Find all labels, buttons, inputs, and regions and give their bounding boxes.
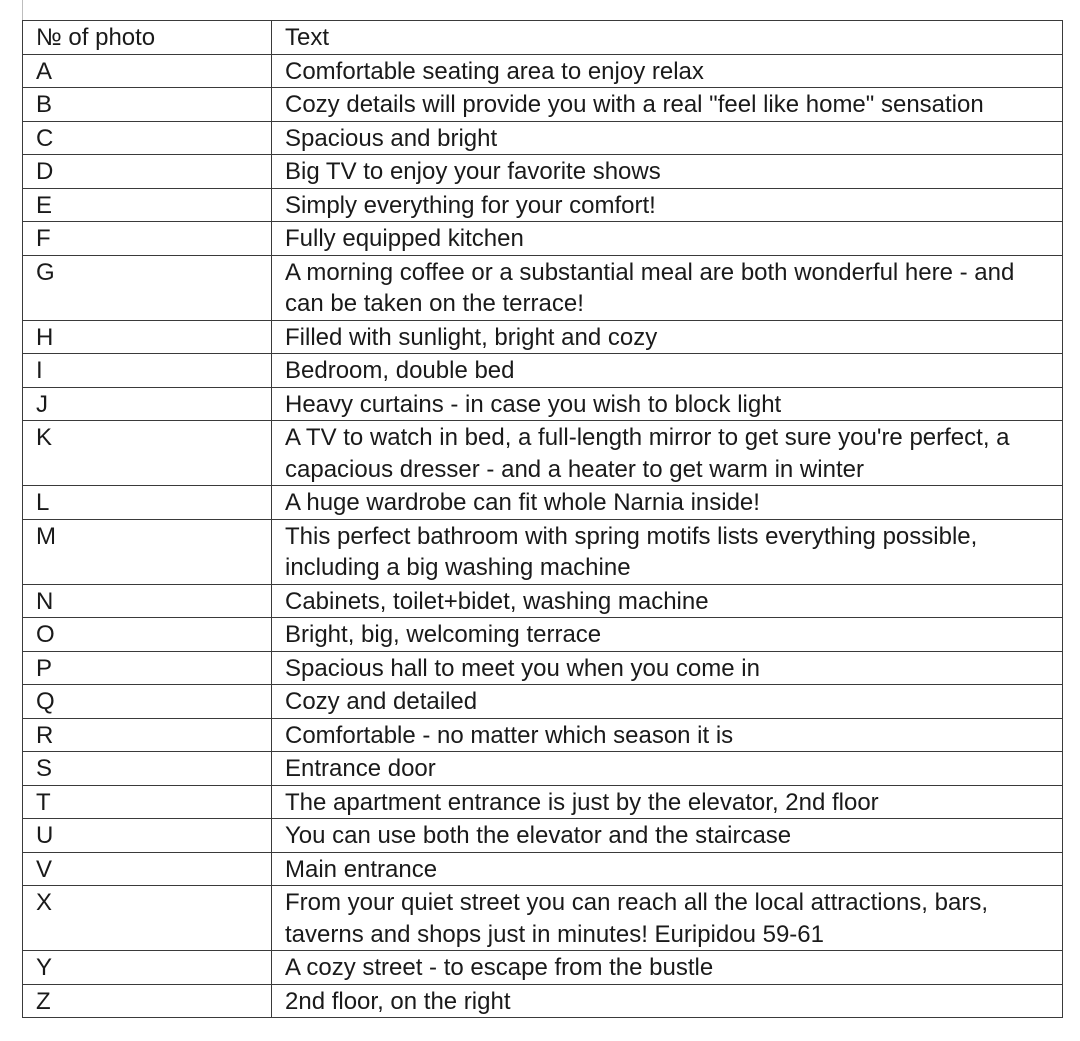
- photo-letter: X: [23, 886, 272, 951]
- photo-letter: Y: [23, 951, 272, 985]
- photo-letter: M: [23, 519, 272, 584]
- table-row: [23, 718, 1063, 752]
- photo-caption: A morning coffee or a substantial meal are both wonderful here - and can be taken on the terrace!: [272, 255, 1063, 320]
- table-row: [23, 255, 1063, 320]
- photo-letter: E: [23, 188, 272, 222]
- table-row: [23, 188, 1063, 222]
- table-row: [23, 852, 1063, 886]
- photo-caption: Bright, big, welcoming terrace: [272, 618, 1063, 652]
- table-row: [23, 752, 1063, 786]
- photo-caption: From your quiet street you can reach all the local attractions, bars, taverns and shops just in minutes! Euripidou 59-61: [272, 886, 1063, 951]
- photo-letter: Z: [23, 984, 272, 1018]
- table-row: [23, 320, 1063, 354]
- table-row: [23, 222, 1063, 256]
- photo-caption: Simply everything for your comfort!: [272, 188, 1063, 222]
- photo-letter: C: [23, 121, 272, 155]
- photo-caption: Cabinets, toilet+bidet, washing machine: [272, 584, 1063, 618]
- photo-caption: Cozy and detailed: [272, 685, 1063, 719]
- photo-letter: I: [23, 354, 272, 388]
- photo-letter: U: [23, 819, 272, 853]
- table-row: [23, 387, 1063, 421]
- photo-letter: A: [23, 54, 272, 88]
- photo-letter: K: [23, 421, 272, 486]
- photo-letter: O: [23, 618, 272, 652]
- photo-caption: Heavy curtains - in case you wish to block light: [272, 387, 1063, 421]
- table-row: [23, 685, 1063, 719]
- photo-letter: T: [23, 785, 272, 819]
- table-row: [23, 121, 1063, 155]
- photo-caption: Big TV to enjoy your favorite shows: [272, 155, 1063, 189]
- table-row: [23, 886, 1063, 951]
- photo-caption: This perfect bathroom with spring motifs lists everything possible, including a big washing machine: [272, 519, 1063, 584]
- photo-caption: Spacious hall to meet you when you come in: [272, 651, 1063, 685]
- photo-letter: R: [23, 718, 272, 752]
- photo-caption: 2nd floor, on the right: [272, 984, 1063, 1018]
- photo-captions-table: [22, 20, 1063, 1018]
- table-row: [23, 354, 1063, 388]
- photo-letter: V: [23, 852, 272, 886]
- page-corner-mark: [22, 0, 43, 21]
- header-photo-number: № of photo: [23, 21, 272, 55]
- photo-caption: Spacious and bright: [272, 121, 1063, 155]
- photo-caption: The apartment entrance is just by the elevator, 2nd floor: [272, 785, 1063, 819]
- photo-caption: Main entrance: [272, 852, 1063, 886]
- table-row: [23, 54, 1063, 88]
- table-row: [23, 984, 1063, 1018]
- photo-caption: Comfortable seating area to enjoy relax: [272, 54, 1063, 88]
- photo-letter: D: [23, 155, 272, 189]
- table-header-row: [23, 21, 1063, 55]
- photo-letter: B: [23, 88, 272, 122]
- photo-caption: A cozy street - to escape from the bustle: [272, 951, 1063, 985]
- photo-letter: N: [23, 584, 272, 618]
- photo-caption: Fully equipped kitchen: [272, 222, 1063, 256]
- photo-letter: P: [23, 651, 272, 685]
- photo-caption: Bedroom, double bed: [272, 354, 1063, 388]
- photo-caption: Cozy details will provide you with a real "feel like home" sensation: [272, 88, 1063, 122]
- photo-caption: Comfortable - no matter which season it is: [272, 718, 1063, 752]
- photo-caption: Entrance door: [272, 752, 1063, 786]
- table-row: [23, 88, 1063, 122]
- table-row: [23, 651, 1063, 685]
- photo-letter: F: [23, 222, 272, 256]
- photo-caption: Filled with sunlight, bright and cozy: [272, 320, 1063, 354]
- photo-letter: S: [23, 752, 272, 786]
- photo-letter: G: [23, 255, 272, 320]
- photo-letter: Q: [23, 685, 272, 719]
- table-row: [23, 421, 1063, 486]
- photo-caption: A TV to watch in bed, a full-length mirror to get sure you're perfect, a capacious dresser - and a heater to get warm in winter: [272, 421, 1063, 486]
- photo-letter: L: [23, 486, 272, 520]
- photo-letter: J: [23, 387, 272, 421]
- header-text: Text: [272, 21, 1063, 55]
- table-row: [23, 819, 1063, 853]
- photo-letter: H: [23, 320, 272, 354]
- table-row: [23, 951, 1063, 985]
- table-row: [23, 155, 1063, 189]
- table-row: [23, 618, 1063, 652]
- table-row: [23, 519, 1063, 584]
- photo-caption: A huge wardrobe can fit whole Narnia inside!: [272, 486, 1063, 520]
- table-row: [23, 584, 1063, 618]
- photo-caption: You can use both the elevator and the staircase: [272, 819, 1063, 853]
- table-row: [23, 785, 1063, 819]
- table-row: [23, 486, 1063, 520]
